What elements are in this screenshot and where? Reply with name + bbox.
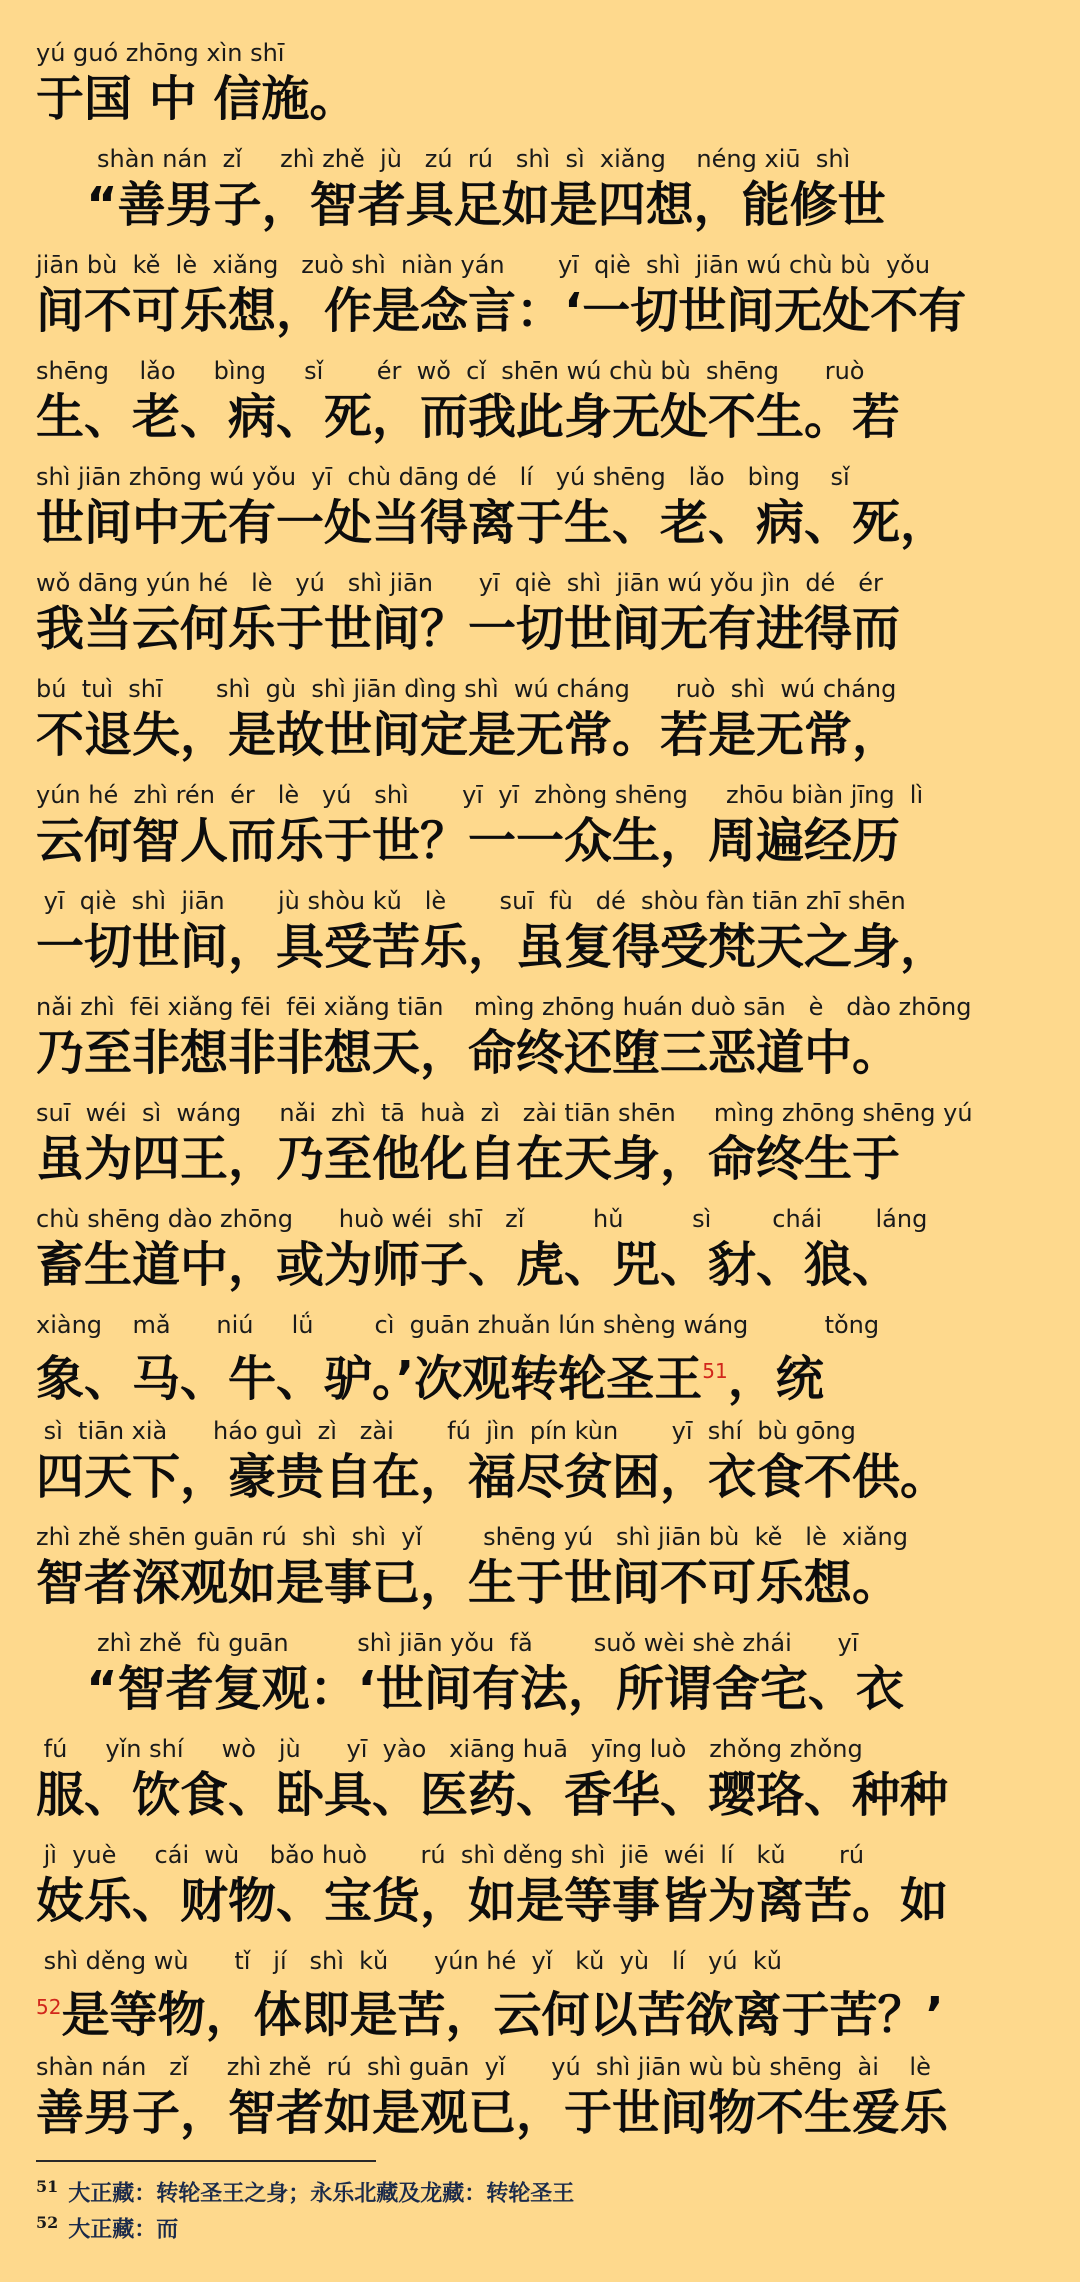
hanzi-line — [0, 2082, 1080, 2144]
hanzi-line — [0, 1340, 1080, 1410]
pinyin-line: zhì zhě fù guān shì jiān yǒu fǎ suǒ wèi shè zhái yī — [36, 1629, 859, 1657]
pinyin-line: shì děng wù tǐ jí shì kǔ yún hé yǐ kǔ yù lí yú kǔ — [36, 1947, 782, 1975]
pinyin-line: yún hé zhì rén ér lè yú shì yī yī zhòng shēng zhōu biàn jīng lì — [36, 781, 924, 809]
hanzi-text: 于国 中 信施。 — [36, 71, 358, 127]
hanzi-text: 妓乐、财物、宝货，如是等事皆为离苦。如 — [36, 1873, 949, 1929]
pinyin-line: yú guó zhōng xìn shī — [36, 39, 285, 67]
text-line — [0, 462, 1080, 568]
footnote-ref: 51 — [702, 1359, 728, 1383]
footnote-52 — [36, 2208, 178, 2244]
hanzi-text: 是等物，体即是苦，云何以苦欲离于苦？’ — [61, 1987, 944, 2043]
text-line — [0, 356, 1080, 462]
text-line — [0, 1522, 1080, 1628]
pinyin-line: xiàng mǎ niú lǘ cì guān zhuǎn lún shèng wáng tǒng — [36, 1311, 880, 1339]
hanzi-line — [0, 1022, 1080, 1084]
hanzi-line — [0, 174, 1080, 236]
hanzi-line — [0, 1870, 1080, 1932]
text-line — [0, 1416, 1080, 1522]
hanzi-text: 乃至非想非非想天，命终还堕三恶道中。 — [36, 1025, 901, 1081]
hanzi-text: 世间中无有一处当得离于生、老、病、死， — [36, 495, 949, 551]
text-line — [0, 1946, 1080, 2052]
hanzi-line — [0, 810, 1080, 872]
hanzi-line — [0, 704, 1080, 766]
hanzi-text: 畜生道中，或为师子、虎、兕、豺、狼、 — [36, 1237, 901, 1293]
text-line — [0, 674, 1080, 780]
footnote-text: 大正藏：转轮圣王之身；永乐北藏及龙藏：转轮圣王 — [68, 2180, 575, 2207]
hanzi-text: 一切世间，具受苦乐，虽复得受梵天之身， — [36, 919, 949, 975]
text-line — [0, 1840, 1080, 1946]
hanzi-line — [0, 1658, 1080, 1720]
footnote-divider — [36, 2160, 376, 2162]
hanzi-line — [0, 1764, 1080, 1826]
pinyin-line: shàn nán zǐ zhì zhě jù zú rú shì sì xiǎng néng xiū shì — [36, 145, 851, 173]
text-line — [0, 38, 1080, 144]
hanzi-line — [0, 492, 1080, 554]
pinyin-line: shēng lǎo bìng sǐ ér wǒ cǐ shēn wú chù bù shēng ruò — [36, 357, 865, 385]
text-line — [0, 1098, 1080, 1204]
text-line — [0, 1628, 1080, 1734]
text-line — [0, 1204, 1080, 1310]
hanzi-text: 善男子，智者如是观已，于世间物不生爱乐 — [36, 2085, 949, 2141]
hanzi-text: 服、饮食、卧具、医药、香华、璎珞、种种 — [36, 1767, 949, 1823]
text-line — [0, 1734, 1080, 1840]
pinyin-line: shì jiān zhōng wú yǒu yī chù dāng dé lí yú shēng lǎo bìng sǐ — [36, 463, 850, 491]
pinyin-line: chù shēng dào zhōng huò wéi shī zǐ hǔ sì chái láng — [36, 1205, 928, 1233]
hanzi-line — [0, 916, 1080, 978]
hanzi-line — [0, 1552, 1080, 1614]
pinyin-line: suī wéi sì wáng nǎi zhì tā huà zì zài tiān shēn mìng zhōng shēng yú — [36, 1099, 973, 1127]
pinyin-line: shàn nán zǐ zhì zhě rú shì guān yǐ yú shì jiān wù bù shēng ài lè — [36, 2053, 931, 2081]
hanzi-text: 象、马、牛、驴。’次观转轮圣王 — [36, 1351, 703, 1407]
pinyin-line: jì yuè cái wù bǎo huò rú shì děng shì jiē wéi lí kǔ rú — [36, 1841, 865, 1869]
text-line — [0, 250, 1080, 356]
hanzi-line — [0, 1976, 1080, 2046]
footnote-number: 52 — [36, 2213, 59, 2232]
hanzi-line — [0, 1234, 1080, 1296]
text-line — [0, 144, 1080, 250]
pinyin-line: yī qiè shì jiān jù shòu kǔ lè suī fù dé shòu fàn tiān zhī shēn — [36, 887, 906, 915]
hanzi-line — [0, 280, 1080, 342]
footnote-ref: 52 — [36, 1995, 62, 2019]
hanzi-text: 不退失，是故世间定是无常。若是无常， — [36, 707, 901, 763]
text-line — [0, 2052, 1080, 2158]
pinyin-line: zhì zhě shēn guān rú shì shì yǐ shēng yú shì jiān bù kě lè xiǎng — [36, 1523, 909, 1551]
footnote-51 — [36, 2172, 574, 2208]
hanzi-text: 我当云何乐于世间？一切世间无有进得而 — [36, 601, 901, 657]
pinyin-line: fú yǐn shí wò jù yī yào xiāng huā yīng luò zhǒng zhǒng — [36, 1735, 863, 1763]
pinyin-line: jiān bù kě lè xiǎng zuò shì niàn yán yī qiè shì jiān wú chù bù yǒu — [36, 251, 931, 279]
hanzi-line — [0, 1446, 1080, 1508]
pinyin-line: wǒ dāng yún hé lè yú shì jiān yī qiè shì jiān wú yǒu jìn dé ér — [36, 569, 883, 597]
pinyin-line: bú tuì shī shì gù shì jiān dìng shì wú cháng ruò shì wú cháng — [36, 675, 897, 703]
hanzi-text: “智者复观：‘世间有法，所谓舍宅、衣 — [36, 1661, 904, 1717]
hanzi-text: 智者深观如是事已，生于世间不可乐想。 — [36, 1555, 901, 1611]
text-line — [0, 992, 1080, 1098]
hanzi-line — [0, 598, 1080, 660]
hanzi-line — [0, 68, 1080, 130]
text-line — [0, 886, 1080, 992]
footnote-text: 大正藏：而 — [68, 2216, 179, 2243]
hanzi-text: 间不可乐想，作是念言：‘一切世间无处不有 — [36, 283, 967, 339]
pinyin-line: nǎi zhì fēi xiǎng fēi fēi xiǎng tiān mìng zhōng huán duò sān è dào zhōng — [36, 993, 972, 1021]
hanzi-text: ，统 — [727, 1351, 824, 1407]
footnote-number: 51 — [36, 2177, 59, 2196]
hanzi-text: “善男子，智者具足如是四想，能修世 — [36, 177, 886, 233]
hanzi-text: 云何智人而乐于世？一一众生，周遍经历 — [36, 813, 901, 869]
hanzi-text: 生、老、病、死，而我此身无处不生。若 — [36, 389, 901, 445]
hanzi-line — [0, 386, 1080, 448]
text-line — [0, 780, 1080, 886]
hanzi-line — [0, 1128, 1080, 1190]
hanzi-text: 四天下，豪贵自在，福尽贫困，衣食不供。 — [36, 1449, 949, 1505]
pinyin-line: sì tiān xià háo guì zì zài fú jìn pín kùn yī shí bù gōng — [36, 1417, 856, 1445]
hanzi-text: 虽为四王，乃至他化自在天身，命终生于 — [36, 1131, 901, 1187]
text-line — [0, 568, 1080, 674]
text-line — [0, 1310, 1080, 1416]
